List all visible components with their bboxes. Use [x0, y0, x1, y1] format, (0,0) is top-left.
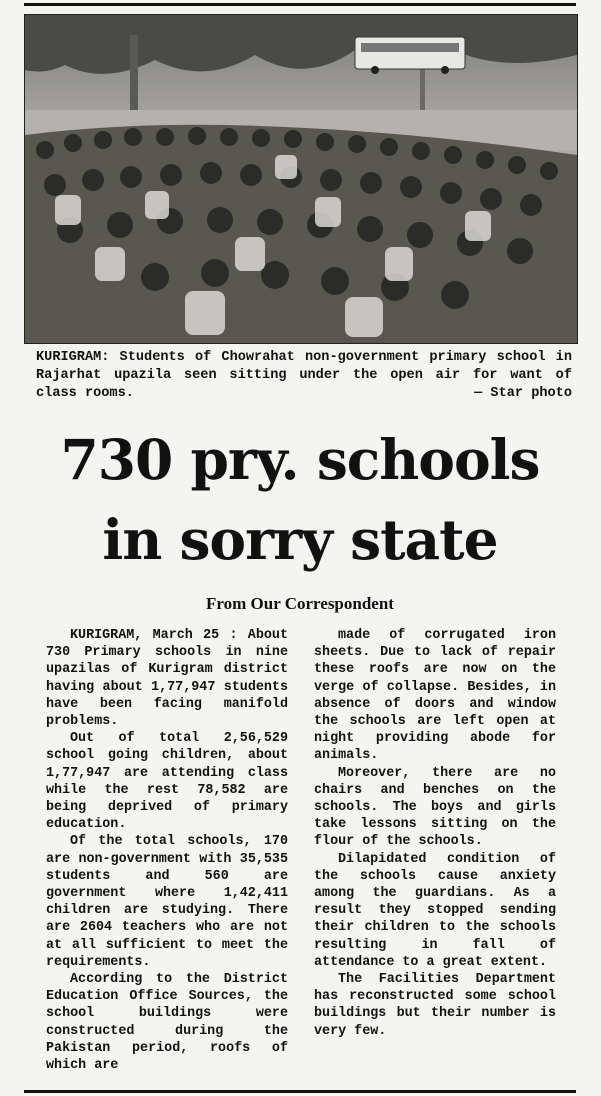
article-column-left [46, 627, 288, 1074]
paragraph: Moreover, there are no chairs and benches on the schools. The boys and girls take lessons sitting on the flour of the schools. [314, 765, 556, 850]
paragraph: Of the total schools, 170 are non-government with 35,535 students and 560 are government where 1,42,411 children are studying. There are 2604 teachers who are not at all sufficient to meet the requirements. [46, 834, 288, 970]
paragraph: According to the District Education Office Sources, the school buildings were constructed during the Pakistan period, roofs of which are [46, 972, 288, 1074]
paragraph: KURIGRAM, March 25 : About 730 Primary schools in nine upazilas of Kurigram district having about 1,77,947 students have been facing manifold problems. [46, 628, 288, 730]
paragraph: Out of total 2,56,529 school going children, about 1,77,947 are attending class while the rest 78,582 are being deprived of primary education. [46, 731, 288, 833]
photo-credit: — Star photo [474, 386, 572, 401]
headline-line-2: in sorry state [102, 507, 498, 572]
caption-text: KURIGRAM: Students of Chowrahat non-government primary school in Rajarhat upazila seen sitting under the open air for want of class rooms. [36, 350, 572, 401]
bottom-rule [24, 1090, 576, 1093]
paragraph: Dilapidated condition of the schools cause anxiety among the guardians. As a result they stopped sending their children to the schools resulting in fall of attendance to a great extent. [314, 851, 556, 970]
top-rule [24, 3, 576, 6]
photo-caption [36, 349, 572, 403]
headline [24, 420, 576, 580]
students-photo-image [25, 15, 577, 343]
news-photo [24, 14, 578, 344]
article-column-right [314, 627, 556, 1040]
byline: From Our Correspondent [206, 594, 394, 613]
paragraph: made of corrugated iron sheets. Due to lack of repair these roofs are now on the verge of collapse. Besides, in absence of doors and window the schools are left open at night providing abode for animals. [314, 628, 556, 764]
paragraph: The Facilities Department has reconstructed some school buildings but their number is very few. [314, 972, 556, 1039]
headline-line-1: 730 pry. schools [60, 427, 540, 492]
